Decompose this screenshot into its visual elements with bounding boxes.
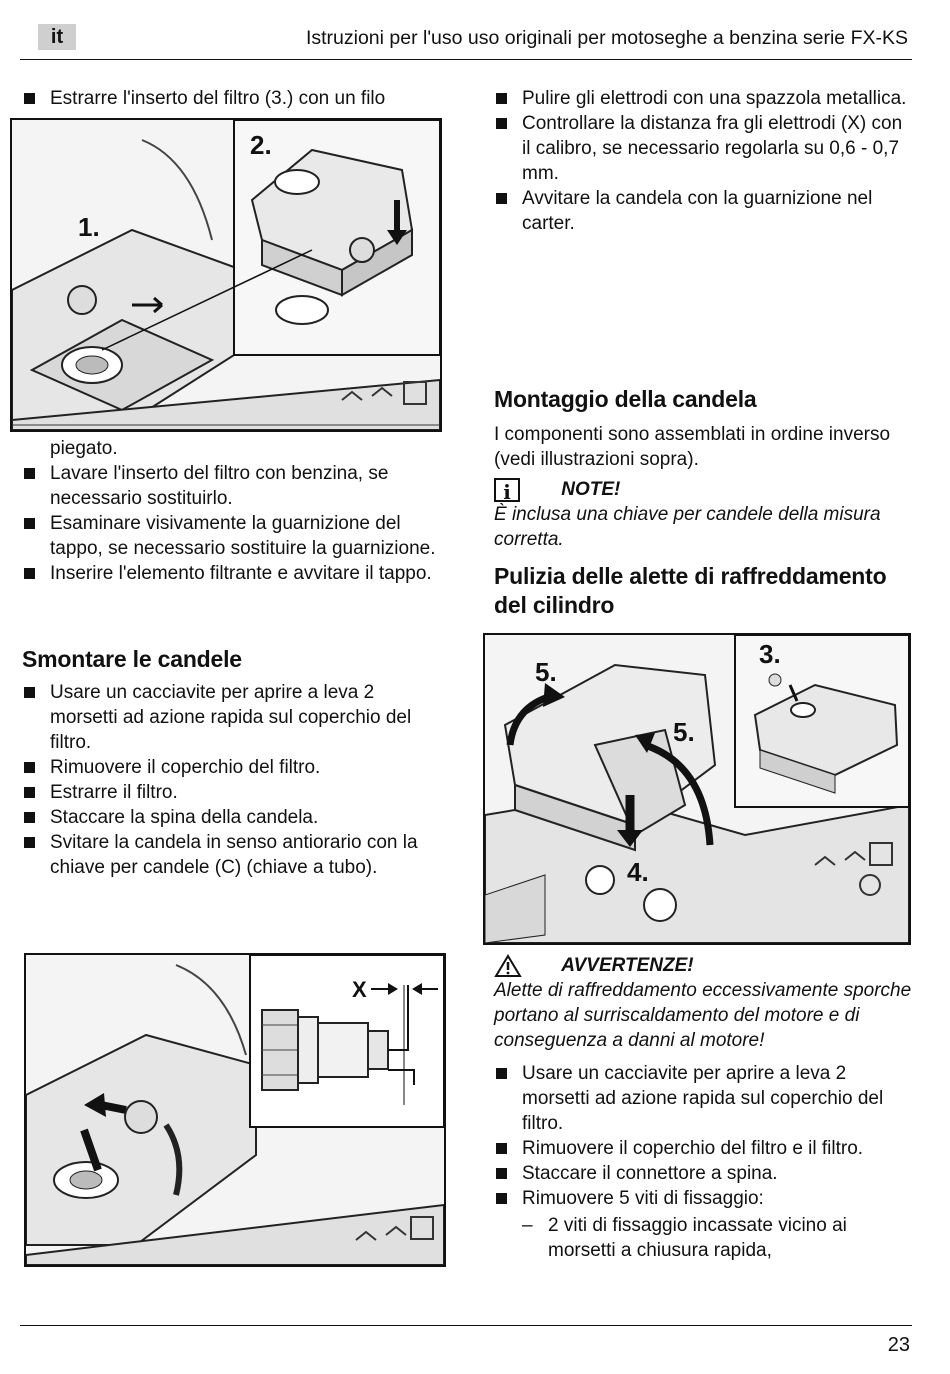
- list-item: Pulire gli elettrodi con una spazzola metallica.: [494, 86, 914, 111]
- figure-callout-label: 4.: [627, 857, 649, 887]
- list-item: Staccare il connettore a spina.: [494, 1161, 914, 1186]
- list-item: Svitare la candela in senso antiorario con la chiave per candele (C) (chiave a tubo).: [22, 830, 442, 880]
- language-badge: it: [38, 24, 76, 50]
- section-heading: Smontare le candele: [22, 646, 242, 672]
- section-warning: [494, 953, 914, 1263]
- figure-callout-label: 5.: [673, 717, 695, 747]
- list-item: Usare un cacciavite per aprire a leva 2 morsetti ad azione rapida sul coperchio del filtro.: [494, 1061, 914, 1136]
- warning-text: Alette di raffreddamento eccessivamente sporche portano al surriscaldamento del motore e di conseguenza a danni al motore!: [494, 980, 912, 1051]
- info-icon: i: [494, 478, 520, 502]
- figure-callout-label: 5.: [535, 657, 557, 687]
- paragraph: I componenti sono assemblati in ordine inverso (vedi illustrazioni sopra).: [494, 424, 891, 470]
- note-box: [494, 477, 914, 502]
- list-item: Avvitare la candela con la guarnizione nel carter.: [494, 186, 914, 236]
- note-title: NOTE!: [561, 479, 621, 500]
- section-heading: Montaggio della candela: [494, 386, 757, 412]
- header-rule: [20, 59, 912, 60]
- section-smontare: [22, 645, 442, 880]
- figure-callout-label: 3.: [759, 639, 781, 669]
- figure-callout-label: 1.: [78, 212, 100, 242]
- section-heading: Pulizia delle alette di raffreddamento del cilindro: [494, 563, 887, 618]
- header-title: Istruzioni per l'uso uso originali per motoseghe a benzina serie FX-KS: [305, 27, 908, 49]
- left-first-item: [22, 86, 442, 111]
- footer-rule: [20, 1325, 912, 1326]
- list-item: Inserire l'elemento filtrante e avvitare il tappo.: [22, 561, 442, 586]
- list-item: Usare un cacciavite per aprire a leva 2 morsetti ad azione rapida sul coperchio del filtro.: [22, 680, 442, 755]
- left-list-a: [22, 436, 442, 586]
- sub-list-item: – 2 viti di fissaggio incassate vicino ai morsetti a chiusura rapida,: [522, 1213, 914, 1263]
- list-item: Estrarre il filtro.: [22, 780, 442, 805]
- section-montaggio: [494, 385, 914, 620]
- right-list-a: [494, 86, 914, 236]
- warning-box: [494, 953, 914, 978]
- list-item: Esaminare visivamente la guarnizione del tappo, se necessario sostituire la guarnizione.: [22, 511, 442, 561]
- list-item: Rimuovere il coperchio del filtro e il filtro.: [494, 1136, 914, 1161]
- warning-icon: [494, 954, 522, 978]
- list-item-continued: piegato.: [50, 438, 118, 459]
- page-number: 23: [887, 1334, 910, 1356]
- list-item: Rimuovere 5 viti di fissaggio:: [494, 1186, 914, 1211]
- list-item: Estrarre l'inserto del filtro (3.) con un filo: [22, 86, 442, 111]
- note-text: È inclusa una chiave per candele della misura corretta.: [494, 504, 881, 550]
- list-item: Lavare l'inserto del filtro con benzina, se necessario sostituirlo.: [22, 461, 442, 511]
- list-item: Controllare la distanza fra gli elettrodi (X) con il calibro, se necessario regolarla su 0,6 - 0,7 mm.: [494, 111, 914, 186]
- figure-spark-plug: [24, 953, 446, 1267]
- figure-air-filter: [10, 118, 442, 432]
- figure-callout-label: 2.: [250, 130, 272, 160]
- list-item: Staccare la spina della candela.: [22, 805, 442, 830]
- list-item: Rimuovere il coperchio del filtro.: [22, 755, 442, 780]
- figure-cooling-fins: [483, 633, 911, 945]
- warning-title: AVVERTENZE!: [561, 955, 694, 976]
- figure-callout-label: X: [352, 977, 367, 1002]
